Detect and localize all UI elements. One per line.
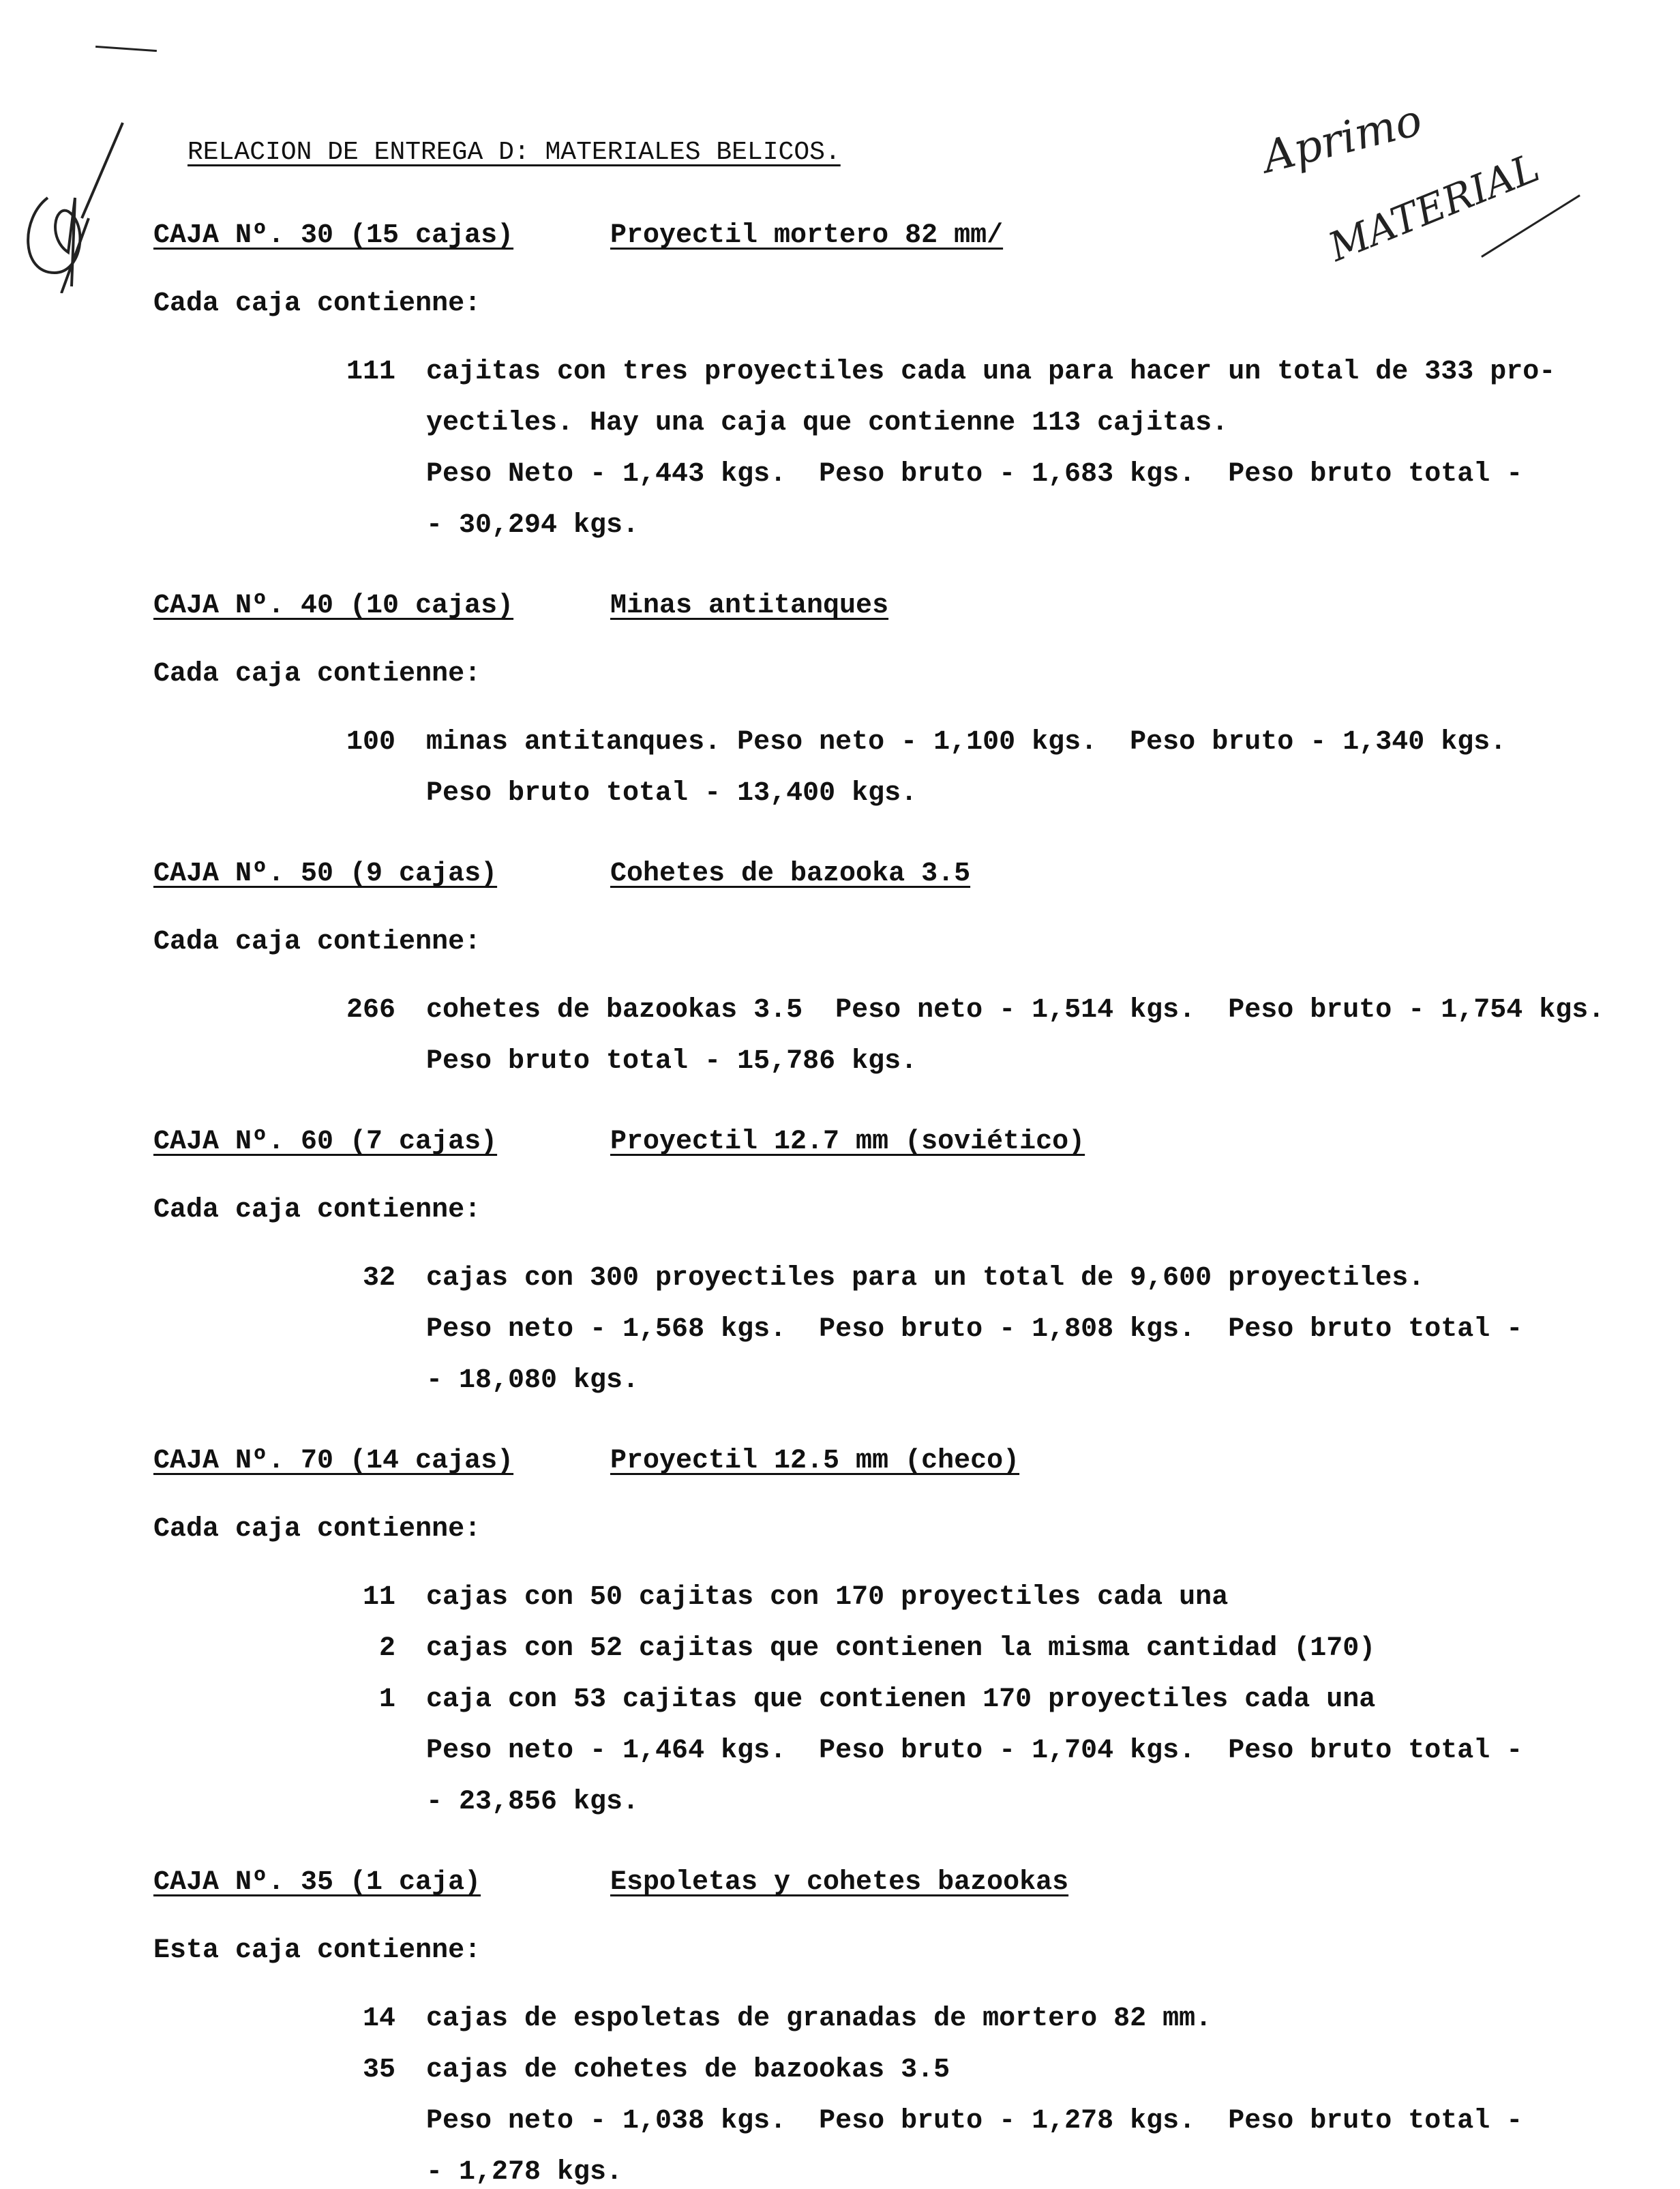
row-quantity: 2 xyxy=(378,1633,395,1664)
section-intro: Cada caja contienne: xyxy=(153,1195,481,1225)
row-text: Peso neto - 1,038 kgs. Peso bruto - 1,278 kgs. Peso bruto total - xyxy=(426,2106,1523,2136)
section-header: CAJA Nº. 70 (14 cajas) xyxy=(153,1446,514,1476)
row-text: cajitas con tres proyectiles cada una para hacer un total de 333 pro- xyxy=(426,357,1556,387)
handwritten-initials xyxy=(7,116,130,293)
section-header: CAJA Nº. 40 (10 cajas) xyxy=(153,591,514,621)
row-text: cajas de espoletas de granadas de mortero 82 mm. xyxy=(426,2004,1212,2034)
row-text: cohetes de bazookas 3.5 Peso neto - 1,514 kgs. Peso bruto - 1,754 kgs. xyxy=(426,995,1605,1026)
section-header: CAJA Nº. 60 (7 cajas) xyxy=(153,1127,498,1157)
row-text: cajas con 52 cajitas que contienen la misma cantidad (170) xyxy=(426,1633,1376,1664)
section-item: Proyectil 12.5 mm (checo) xyxy=(610,1446,1020,1476)
stray-mark xyxy=(95,46,157,52)
row-text: cajas de cohetes de bazookas 3.5 xyxy=(426,2055,950,2085)
row-quantity: 14 xyxy=(362,2004,395,2034)
row-text: Peso neto - 1,464 kgs. Peso bruto - 1,704 kgs. Peso bruto total - xyxy=(426,1736,1523,1766)
row-quantity: 111 xyxy=(346,357,395,387)
handwritten-note-line1: Aprimo xyxy=(1257,95,1427,183)
section-header: CAJA Nº. 50 (9 cajas) xyxy=(153,859,498,889)
document-title: RELACION DE ENTREGA D: MATERIALES BELICOS. xyxy=(188,138,841,167)
row-text: - 23,856 kgs. xyxy=(426,1787,640,1817)
row-text: cajas con 50 cajitas con 170 proyectiles cada una xyxy=(426,1582,1229,1613)
row-quantity: 35 xyxy=(362,2055,395,2085)
row-text: Peso Neto - 1,443 kgs. Peso bruto - 1,683 kgs. Peso bruto total - xyxy=(426,459,1523,490)
section-intro: Cada caja contienne: xyxy=(153,927,481,957)
row-text: caja con 53 cajitas que contienen 170 proyectiles cada una xyxy=(426,1684,1376,1715)
section-header: CAJA Nº. 35 (1 caja) xyxy=(153,1867,481,1898)
row-text: - 30,294 kgs. xyxy=(426,510,640,541)
section-intro: Cada caja contienne: xyxy=(153,659,481,689)
section-intro: Cada caja contienne: xyxy=(153,1514,481,1545)
row-text: - 1,278 kgs. xyxy=(426,2157,623,2188)
row-text: - 18,080 kgs. xyxy=(426,1365,640,1396)
section-item: Espoletas y cohetes bazookas xyxy=(610,1867,1069,1898)
row-text: Peso bruto total - 13,400 kgs. xyxy=(426,778,918,809)
section-intro: Cada caja contienne: xyxy=(153,288,481,319)
row-quantity: 100 xyxy=(346,727,395,758)
section-header: CAJA Nº. 30 (15 cajas) xyxy=(153,220,514,251)
row-quantity: 1 xyxy=(378,1684,395,1715)
row-text: yectiles. Hay una caja que contienne 113 cajitas. xyxy=(426,408,1229,438)
row-quantity: 32 xyxy=(362,1263,395,1294)
section-item: Proyectil mortero 82 mm/ xyxy=(610,220,1004,251)
row-quantity: 266 xyxy=(346,995,395,1026)
section-item: Proyectil 12.7 mm (soviético) xyxy=(610,1127,1085,1157)
row-text: minas antitanques. Peso neto - 1,100 kgs. Peso bruto - 1,340 kgs. xyxy=(426,727,1507,758)
section-item: Minas antitanques xyxy=(610,591,889,621)
section-item: Cohetes de bazooka 3.5 xyxy=(610,859,971,889)
row-quantity: 11 xyxy=(362,1582,395,1613)
handwritten-note-line2: MATERIAL xyxy=(1322,144,1546,271)
row-text: Peso neto - 1,568 kgs. Peso bruto - 1,808 kgs. Peso bruto total - xyxy=(426,1314,1523,1345)
row-text: cajas con 300 proyectiles para un total de 9,600 proyectiles. xyxy=(426,1263,1425,1294)
row-text: Peso bruto total - 15,786 kgs. xyxy=(426,1046,918,1077)
section-intro: Esta caja contienne: xyxy=(153,1935,481,1966)
